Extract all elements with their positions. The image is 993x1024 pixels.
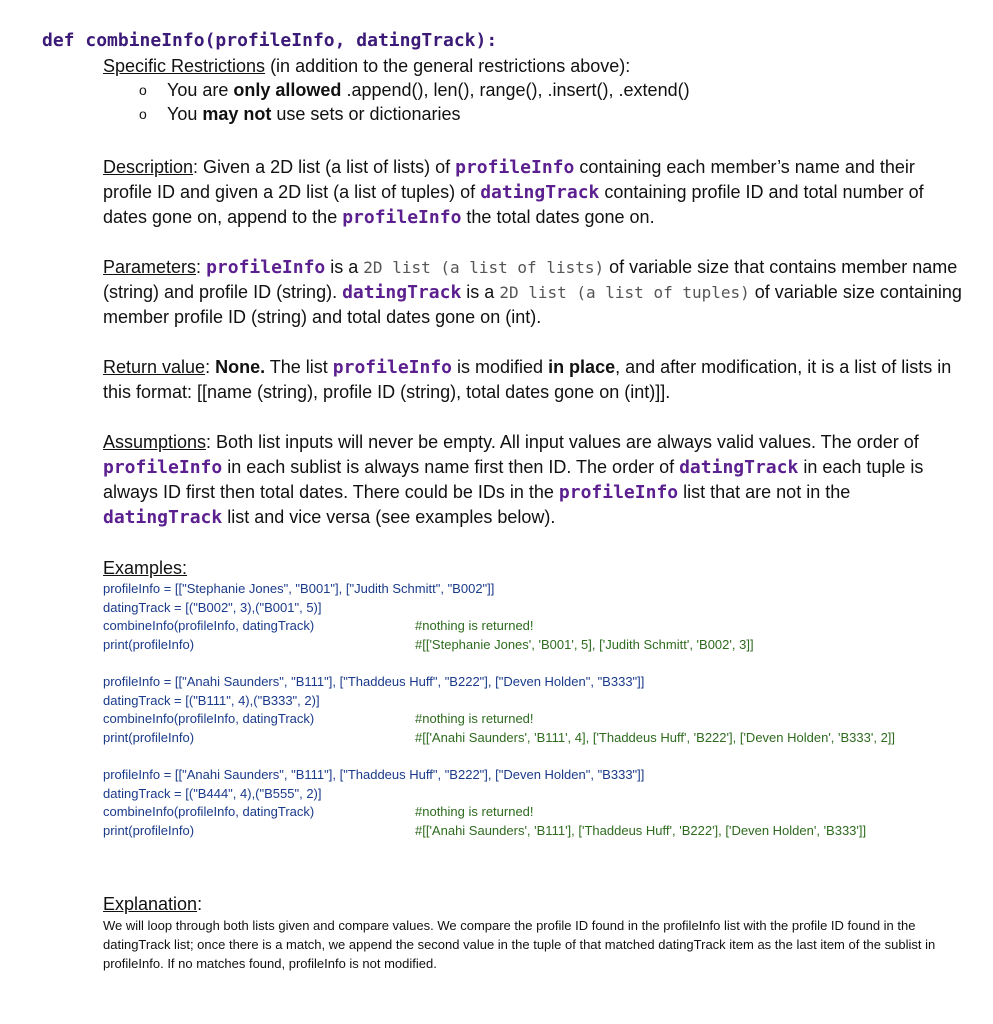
- parameters-paragraph: [103, 255, 963, 330]
- code-line: profileInfo = [["Anahi Saunders", "B111"], ["Thaddeus Huff", "B222"], ["Deven Holden", "B333"]]: [103, 767, 645, 782]
- function-name: combineInfo: [85, 30, 205, 51]
- code-comment: #[['Stephanie Jones', 'B001', 5], ['Judith Schmitt', 'B002', 3]]: [415, 636, 754, 652]
- example-line: [103, 617, 644, 636]
- code-token: datingTrack: [679, 457, 799, 478]
- text: containing profile ID and total number of dates gone on, append to the: [103, 182, 924, 227]
- code-line: datingTrack = [("B111", 4),("B333", 2)]: [103, 692, 320, 708]
- example-line: [103, 580, 644, 599]
- parameters-heading: Parameters: [103, 257, 197, 277]
- text: :: [205, 357, 216, 377]
- text: in each tuple is always ID first then total dates. There could be IDs in the: [103, 457, 924, 502]
- type-text: 2D list (a list of lists): [363, 258, 605, 277]
- text: the total dates gone on.: [461, 207, 655, 227]
- code-token: profileInfo: [332, 357, 453, 378]
- explanation-section: [103, 892, 963, 973]
- text: of variable size containing member profile ID (string) and total dates gone on (int).: [103, 282, 962, 327]
- example-line: [103, 785, 644, 804]
- text: :: [196, 257, 207, 277]
- code-comment: #nothing is returned!: [415, 804, 534, 819]
- text: : Both list inputs will never be empty. All input values are always valid values. The order of: [206, 432, 919, 452]
- explanation-text: We will loop through both lists given and compare values. We compare the profile ID found in the profileInfo list with the profile ID found in the datingTrack list; once there is a match, we append the second value in the tuple of that matched datingTrack item as the last item of the sublist in profileInfo. If no matches found, profileInfo is not modified.: [103, 918, 936, 971]
- example-block: [103, 766, 867, 840]
- example-line: [103, 822, 867, 841]
- return-value-heading: Return value: [103, 357, 206, 377]
- code-token: profileInfo: [558, 482, 679, 503]
- assumptions-paragraph: [103, 430, 963, 530]
- text: is a: [461, 282, 500, 302]
- text: list and vice versa (see examples below).: [222, 507, 556, 527]
- bullet-text: You: [167, 104, 203, 124]
- example-line: [103, 692, 644, 711]
- text: is modified: [452, 357, 549, 377]
- text: , and after modification, it is a list of lists in this format: [[name (string), profile ID (string), total dates gone on (int)]].: [103, 357, 952, 402]
- explanation-heading: Explanation: [103, 894, 198, 914]
- def-keyword: def: [42, 30, 86, 51]
- bullet-text: You are: [167, 80, 234, 100]
- code-line: profileInfo = [["Stephanie Jones", "B001"], ["Judith Schmitt", "B002"]]: [103, 581, 495, 596]
- code-comment: #nothing is returned!: [415, 711, 534, 726]
- example-block: [103, 580, 754, 654]
- text: : Given a 2D list (a list of lists) of: [193, 157, 456, 177]
- restrictions-heading-rest: (in addition to the general restrictions above):: [265, 56, 631, 76]
- example-line: [103, 766, 644, 785]
- text: list that are not in the: [678, 482, 851, 502]
- example-line: [103, 599, 644, 618]
- examples-section: [103, 556, 896, 859]
- code-line: datingTrack = [("B002", 3),("B001", 5)]: [103, 599, 322, 615]
- restriction-bullet-not-allowed: [103, 102, 690, 126]
- assumptions-heading: Assumptions: [103, 432, 207, 452]
- description-heading: Description: [103, 157, 194, 177]
- code-line: print(profileInfo): [103, 636, 195, 652]
- code-token: profileInfo: [206, 257, 326, 278]
- text: containing each member’s name and their profile ID and given a 2D list (a list of tuples) of: [103, 157, 915, 202]
- code-token: datingTrack: [342, 282, 462, 303]
- code-line: combineInfo(profileInfo, datingTrack): [103, 618, 315, 633]
- code-line: datingTrack = [("B444", 4),("B555", 2)]: [103, 785, 322, 801]
- text: The list: [265, 357, 333, 377]
- function-signature: [42, 30, 497, 51]
- example-line: [103, 636, 754, 655]
- bullet-bold: only allowed: [233, 80, 342, 100]
- text: in each sublist is always name first then ID. The order of: [222, 457, 680, 477]
- code-token: profileInfo: [103, 457, 223, 478]
- code-line: profileInfo = [["Anahi Saunders", "B111"], ["Thaddeus Huff", "B222"], ["Deven Holden", "B333"]]: [103, 674, 645, 689]
- restrictions-section: [103, 54, 690, 126]
- example-line: [103, 673, 644, 692]
- code-comment: #[['Anahi Saunders', 'B111'], ['Thaddeus Huff', 'B222'], ['Deven Holden', 'B333']]: [415, 822, 867, 838]
- example-line: [103, 710, 644, 729]
- examples-heading: Examples:: [103, 558, 188, 578]
- text: is a: [325, 257, 364, 277]
- code-comment: #[['Anahi Saunders', 'B111', 4], ['Thaddeus Huff', 'B222'], ['Deven Holden', 'B333', 2]]: [415, 729, 896, 745]
- description-paragraph: [103, 155, 963, 230]
- bullet-text: .append(), len(), range(), .insert(), .extend(): [341, 80, 690, 100]
- function-args: (profileInfo, datingTrack):: [204, 30, 498, 51]
- type-text: 2D list (a list of tuples): [499, 283, 750, 302]
- code-line: combineInfo(profileInfo, datingTrack): [103, 711, 315, 726]
- code-token: profileInfo: [342, 207, 462, 228]
- code-line: combineInfo(profileInfo, datingTrack): [103, 804, 315, 819]
- return-value-paragraph: [103, 355, 963, 405]
- code-line: print(profileInfo): [103, 729, 195, 745]
- explanation-colon: :: [197, 894, 203, 914]
- code-line: print(profileInfo): [103, 822, 195, 838]
- example-line: [103, 729, 896, 748]
- code-token: profileInfo: [455, 157, 575, 178]
- bold-text: None.: [215, 357, 266, 377]
- restriction-bullet-allowed: [103, 78, 690, 102]
- text: of variable size that contains member name (string) and profile ID (string).: [103, 257, 958, 302]
- bullet-bold: may not: [202, 104, 272, 124]
- code-comment: #nothing is returned!: [415, 618, 534, 633]
- example-line: [103, 803, 644, 822]
- bullet-text: use sets or dictionaries: [271, 104, 461, 124]
- example-block: [103, 673, 896, 747]
- bold-text: in place: [548, 357, 616, 377]
- code-token: datingTrack: [480, 182, 600, 203]
- code-token: datingTrack: [103, 507, 223, 528]
- restrictions-heading: Specific Restrictions: [103, 56, 266, 76]
